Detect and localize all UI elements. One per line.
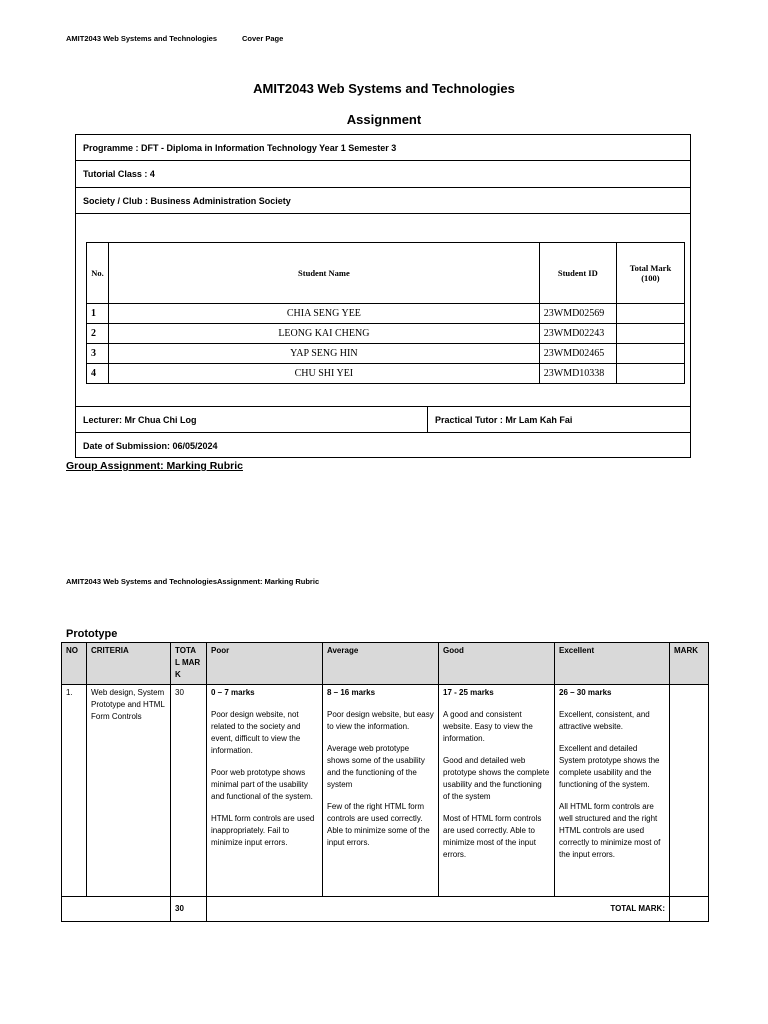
- average-item: Poor design website, but easy to view the information.: [327, 710, 434, 731]
- good-item: Most of HTML form controls are used correctly. Able to minimize most of the input errors.: [443, 814, 542, 859]
- header-no: No.: [87, 243, 109, 304]
- student-id: 23WMD02569: [539, 304, 616, 324]
- student-no: 2: [87, 324, 109, 344]
- rubric-row-mark: [670, 685, 709, 897]
- rubric-header-average: Average: [323, 643, 439, 685]
- rubric-average-cell: [323, 685, 439, 897]
- table-row: [87, 324, 685, 344]
- student-no: 1: [87, 304, 109, 324]
- practical-tutor-cell: Practical Tutor : Mr Lam Kah Fai: [428, 407, 690, 433]
- header-student-name: Student Name: [109, 243, 540, 304]
- rubric-header-total-mark: TOTA L MARK: [171, 643, 207, 685]
- student-id: 23WMD02243: [539, 324, 616, 344]
- average-range: 8 – 16 marks: [327, 688, 376, 697]
- page-header-course: AMIT2043 Web Systems and Technologies: [66, 34, 218, 43]
- good-range: 17 - 25 marks: [443, 688, 494, 697]
- student-mark: [616, 304, 684, 324]
- rubric-poor-cell: [207, 685, 323, 897]
- student-mark: [616, 344, 684, 364]
- student-mark: [616, 324, 684, 344]
- rubric-row-no: 1.: [62, 685, 87, 897]
- rubric-row-total: 30: [171, 685, 207, 897]
- tutorial-class-row: Tutorial Class : 4: [76, 161, 690, 188]
- good-item: A good and consistent website. Easy to view the information.: [443, 710, 533, 743]
- rubric-total-row: [62, 897, 709, 922]
- student-id: 23WMD10338: [539, 364, 616, 384]
- poor-range: 0 – 7 marks: [211, 688, 255, 697]
- programme-row: Programme : DFT - Diploma in Information Technology Year 1 Semester 3: [76, 135, 690, 161]
- rubric-total-mark: [670, 897, 709, 922]
- student-id: 23WMD02465: [539, 344, 616, 364]
- student-mark: [616, 364, 684, 384]
- rubric-header-row: [62, 643, 709, 685]
- header-student-id: Student ID: [539, 243, 616, 304]
- poor-item: Poor web prototype shows minimal part of the usability and functional of the system.: [211, 768, 313, 801]
- excellent-item: All HTML form controls are well structured and the right HTML controls are used correctly to minimize most of the input errors.: [559, 802, 661, 859]
- document-subtitle: Assignment: [346, 112, 422, 127]
- rubric-total-blank: [62, 897, 171, 922]
- student-no: 4: [87, 364, 109, 384]
- table-row: [87, 344, 685, 364]
- rubric-header-good: Good: [439, 643, 555, 685]
- rubric-good-cell: [439, 685, 555, 897]
- rubric-header-mark: MARK: [670, 643, 709, 685]
- poor-item: Poor design website, not related to the society and event, difficult to view the information.: [211, 710, 301, 755]
- document-title: AMIT2043 Web Systems and Technologies: [253, 81, 515, 96]
- table-row: [87, 304, 685, 324]
- rubric-row: [62, 685, 709, 897]
- rubric-table: [61, 642, 709, 922]
- students-table-header: [87, 243, 685, 304]
- poor-item: HTML form controls are used inappropriately. Fail to minimize input errors.: [211, 814, 315, 847]
- society-row: Society / Club : Business Administration Society: [76, 188, 690, 214]
- excellent-range: 26 – 30 marks: [559, 688, 612, 697]
- student-name: CHU SHI YEI: [109, 364, 540, 384]
- rubric-excellent-cell: [555, 685, 670, 897]
- student-name: LEONG KAI CHENG: [109, 324, 540, 344]
- student-name: CHIA SENG YEE: [109, 304, 540, 324]
- header-total-mark-label: Total Mark (100): [629, 263, 672, 283]
- rubric-header-excellent: Excellent: [555, 643, 670, 685]
- lecturer-cell: Lecturer: Mr Chua Chi Log: [76, 407, 428, 433]
- student-name: YAP SENG HIN: [109, 344, 540, 364]
- rubric-header-no: NO: [62, 643, 87, 685]
- students-table: [86, 242, 685, 384]
- average-item: Few of the right HTML form controls are used correctly. Able to minimize some of the input errors.: [327, 802, 430, 847]
- rubric-heading: Group Assignment: Marking Rubric: [66, 460, 243, 472]
- table-row: [87, 364, 685, 384]
- rubric-header-poor: Poor: [207, 643, 323, 685]
- cover-info-box: [75, 134, 691, 458]
- average-item: Average web prototype shows some of the usability and the functioning of the system: [327, 744, 425, 789]
- good-item: Good and detailed web prototype shows the complete usability and the functioning of the system: [443, 756, 550, 801]
- rubric-total-label: TOTAL MARK:: [207, 897, 670, 922]
- rubric-total-value: 30: [171, 897, 207, 922]
- date-of-submission-row: Date of Submission: 06/05/2024: [83, 440, 218, 451]
- header-total-mark: [616, 243, 684, 304]
- rubric-row-criteria: Web design, System Prototype and HTML Form Controls: [87, 685, 171, 897]
- page-header-section: Cover Page: [242, 34, 284, 43]
- excellent-item: Excellent, consistent, and attractive website.: [559, 710, 650, 731]
- student-no: 3: [87, 344, 109, 364]
- prototype-title: Prototype: [66, 628, 118, 640]
- rubric-header-criteria: CRITERIA: [87, 643, 171, 685]
- page2-header: AMIT2043 Web Systems and TechnologiesAssignment: Marking Rubric: [66, 577, 320, 586]
- excellent-item: Excellent and detailed System prototype shows the complete usability and the functioning of the system.: [559, 744, 660, 789]
